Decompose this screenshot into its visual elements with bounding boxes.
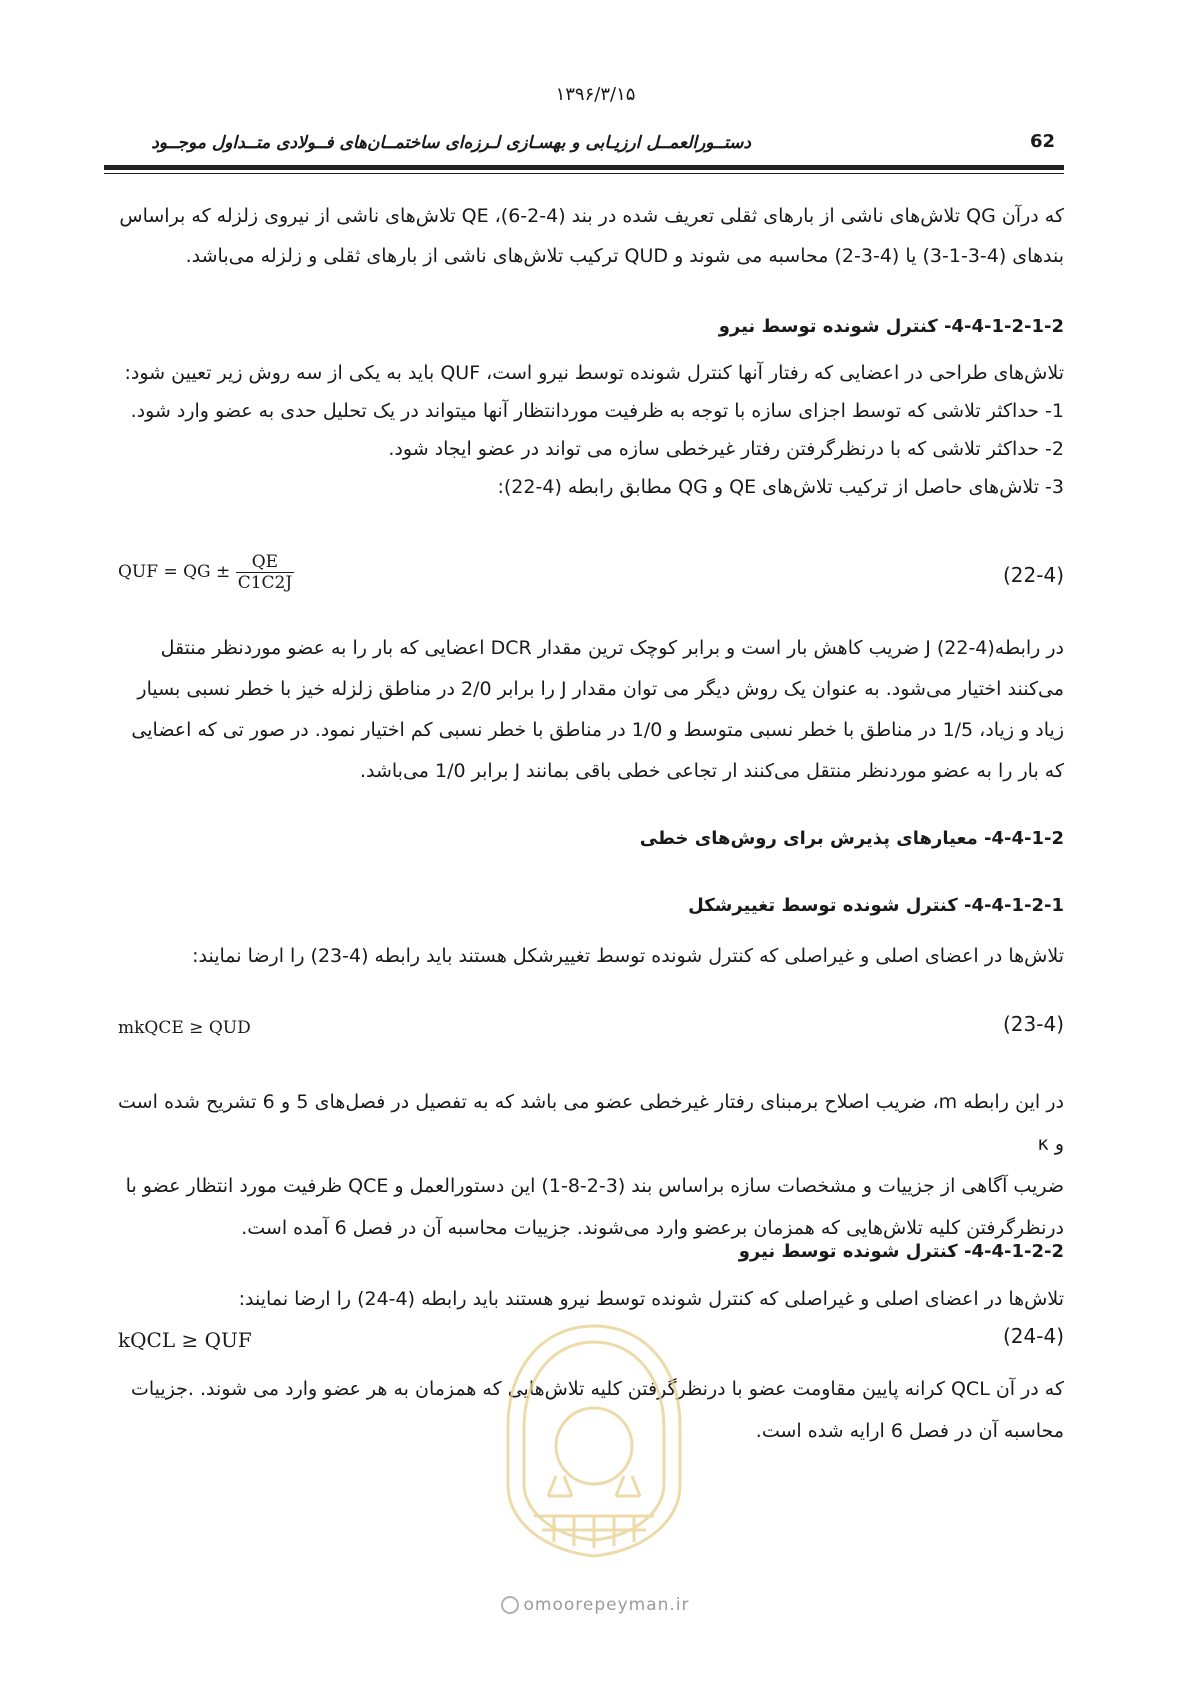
paragraph-line: زیاد و زیاد، 1/5 در مناطق با خطر نسبی متوسط و 1/0 در مناطق با خطر نسبی کم اختیار نمود. در صور تی که اعضایی [131, 719, 1064, 741]
section-heading: 4-4-1-2-1- کنترل شونده توسط تغییرشکل [688, 895, 1064, 916]
header-rule-thin [104, 173, 1064, 174]
at-icon [501, 1596, 519, 1614]
watermark-seal [494, 1316, 694, 1566]
seal-icon [494, 1316, 694, 1566]
header-rule-thick [104, 165, 1064, 170]
list-item: 3- تلاش‌های حاصل از ترکیب تلاش‌های QE و QG مطابق رابطه (4-22): [497, 476, 1064, 498]
section-heading: 4-4-1-2-2- کنترل شونده توسط نیرو [738, 1241, 1064, 1262]
header-date: ۱۳۹۶/۳/۱۵ [555, 84, 636, 105]
list-item: 2- حداکثر تلاشی که با درنظرگرفتن رفتار غیرخطی سازه می تواند در عضو ایجاد شود. [388, 438, 1064, 460]
paragraph-line: می‌کنند اختیار می‌شود. به عنوان یک روش دیگر می توان مقدار J را برابر 2/0 در مناطق زلزله خیز با خطر نسبی بسیار [137, 678, 1064, 700]
equation-number: (24-4) [1003, 1324, 1064, 1348]
watermark-text [0, 1595, 1191, 1615]
equation-24: kQCL ≥ QUF [118, 1328, 252, 1352]
paragraph-2 [118, 354, 1064, 506]
paragraph-line: تلاش‌های طراحی در اعضایی که رفتار آنها کنترل شونده توسط نیرو است، QUF باید به یکی از سه روش زیر تعیین شود: [124, 362, 1064, 384]
equation-fraction [236, 552, 294, 593]
paragraph-line: در این رابطه m، ضریب اصلاح برمبنای رفتار غیرخطی عضو می باشد که به تفصیل در فصل‌های 5 و 6 تشریح شده است و κ [118, 1091, 1064, 1155]
paragraph-line: درنظرگرفتن کلیه تلاش‌هایی که همزمان برعضو وارد می‌شوند. جزییات محاسبه آن در فصل 6 آمده است. [241, 1217, 1064, 1239]
fraction-denominator: C1C2J [237, 573, 293, 593]
header-title: دستــورالعمــل ارزیـابی و بهسـازی لـرزه‌ای ساختمــان‌های فــولادی متــداول موجــود [151, 133, 751, 153]
paragraph-5 [118, 1081, 1064, 1249]
paragraph-line: در رابطه(4-22) J ضریب کاهش بار است و برابر کوچک ترین مقدار DCR اعضایی که بار را به عضو موردنظر منتقل [160, 637, 1064, 659]
paragraph-line: بندهای (4-3-1-3) یا (4-3-2) محاسبه می شوند و QUD ترکیب تلاش‌های ناشی از بارهای ثقلی و زلزله می‌باشد. [185, 245, 1064, 267]
page-number: 62 [1030, 131, 1056, 152]
equation-number: (23-4) [1003, 1012, 1064, 1036]
paragraph-6: تلاش‌ها در اعضای اصلی و غیراصلی که کنترل شونده توسط نیرو هستند باید رابطه (4-24) را ارضا نمایند: [238, 1288, 1064, 1310]
paragraph-3 [118, 628, 1064, 792]
equation-number: (22-4) [1003, 563, 1064, 587]
paragraph-1 [118, 196, 1064, 276]
paragraph-line: که در آن QCL کرانه پایین مقاومت عضو با درنظرگرفتن کلیه تلاش‌هایی که همزمان به هر عضو وارد می شوند. .جزییات [131, 1378, 1064, 1400]
paragraph-4: تلاش‌ها در اعضای اصلی و غیراصلی که کنترل شونده توسط تغییرشکل هستند باید رابطه (4-23) را ارضا نمایند: [192, 945, 1064, 967]
equation-22 [118, 552, 294, 593]
section-heading: 4-4-1-2-1-2- کنترل شونده توسط نیرو [718, 316, 1064, 337]
list-item: 1- حداکثر تلاشی که توسط اجزای سازه با توجه به ظرفیت موردانتظار آنها میتواند در یک تحلیل حدی به عضو وارد شود. [130, 400, 1064, 422]
fraction-numerator: QE [236, 552, 294, 573]
watermark-url: omoorepeyman.ir [523, 1595, 690, 1615]
paragraph-line: ضریب آگاهی از جزییات و مشخصات سازه براساس بند (3-2-8-1) این دستورالعمل و QCE ظرفیت مورد انتظار عضو با [125, 1175, 1064, 1197]
equation-23: mkQCE ≥ QUD [118, 1018, 251, 1038]
paragraph-line: محاسبه آن در فصل 6 ارایه شده است. [755, 1420, 1064, 1442]
section-heading: 4-4-1-2- معیارهای پذیرش برای روش‌های خطی [639, 828, 1064, 849]
equation-lhs: QUF = QG ± [118, 562, 231, 582]
paragraph-line: که درآن QG تلاش‌های ناشی از بارهای ثقلی تعریف شده در بند (4-2-6)، QE تلاش‌های ناشی از نیروی زلزله که براساس [119, 205, 1064, 227]
paragraph-line: که بار را به عضو موردنظر منتقل می‌کنند ار تجاعی خطی باقی بمانند J برابر 1/0 می‌باشد. [359, 760, 1064, 782]
